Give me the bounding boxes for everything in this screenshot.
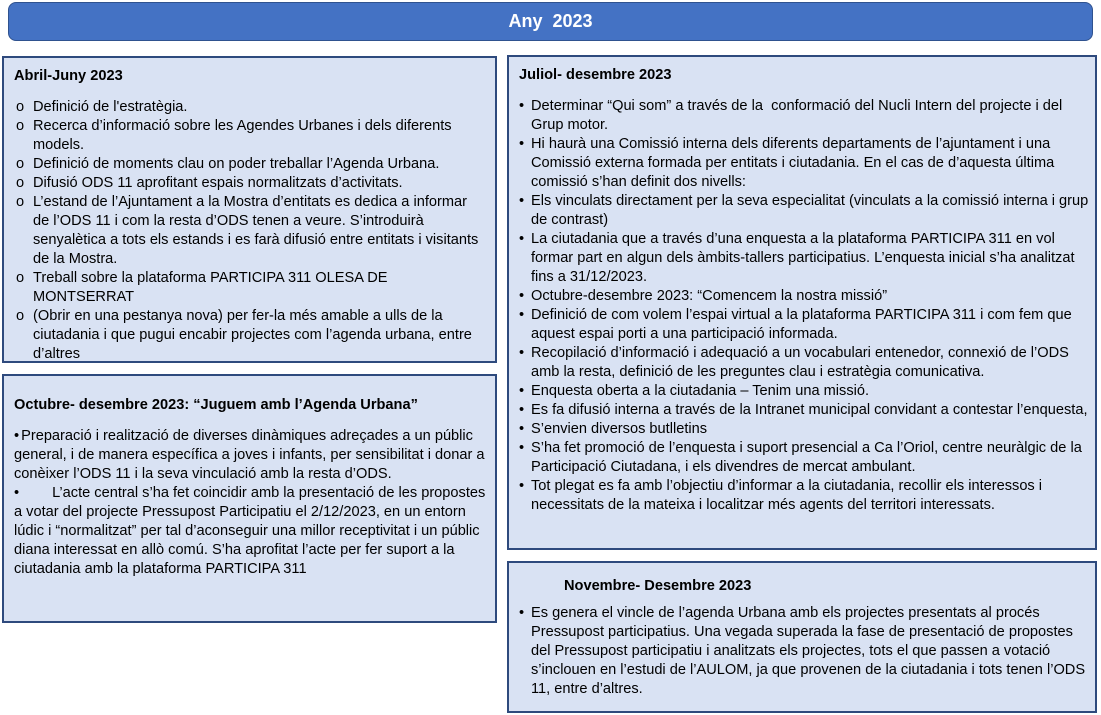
- bullet-marker-icon: •: [519, 193, 525, 209]
- bullet-text: Determinar “Qui som” a través de la conformació del Nucli Intern del projecte i del Grup motor.: [531, 98, 1067, 133]
- bullet-marker-icon: •: [519, 440, 525, 456]
- list-item: [519, 344, 1089, 382]
- list-item: [519, 135, 1089, 192]
- list-item: [519, 401, 1089, 420]
- bullet-text: La ciutadania que a través d’una enquesta a la plataforma PARTICIPA 311 en vol formar part en algun dels àmbits-tallers participatius. L’enquesta inicial s’ha analitzat fins a 31/12/2023.: [531, 231, 1079, 285]
- bullet-marker-icon: •: [519, 345, 525, 361]
- bullet-text: Treball sobre la plataforma PARTICIPA 311 OLESA DE MONTSERRAT: [33, 270, 392, 305]
- bullet-marker-icon: •: [519, 383, 525, 399]
- bullet-text: Hi haurà una Comissió interna dels diferents departaments de l’ajuntament i una Comissió externa formada per entitats i ciutadania. En el cas de d’aquesta última comissió s’han definit dos nivells:: [531, 136, 1059, 190]
- list-item: [14, 117, 487, 155]
- bullet-text: Els vinculats directament per la seva especialitat (vinculats a la comissió interna i grup de contrast): [531, 193, 1093, 228]
- list-item: [14, 155, 487, 174]
- bullet-text: Definició de l'estratègia.: [33, 99, 188, 115]
- panel-octubre-desembre-list: [4, 415, 495, 579]
- bullet-marker-icon: o: [16, 156, 25, 172]
- panel-novembre-desembre-list: [509, 596, 1095, 699]
- bullet-marker-icon: o: [16, 308, 25, 324]
- bullet-text: Octubre-desembre 2023: “Comencem la nostra missió”: [531, 288, 888, 304]
- bullet-marker-icon: •: [519, 231, 525, 247]
- bullet-text: Difusió ODS 11 aprofitant espais normalitzats d’activitats.: [33, 175, 403, 191]
- list-item: [519, 382, 1089, 401]
- list-item: [519, 230, 1089, 287]
- bullet-text: Definició de com volem l’espai virtual a la plataforma PARTICIPA 311 i com fem que aquest espai porti a una participació informada.: [531, 307, 1076, 342]
- panel-abril-juny-title: Abril-Juny 2023: [14, 68, 123, 84]
- bullet-marker-icon: •: [14, 428, 20, 444]
- list-item: [14, 269, 487, 307]
- bullet-marker-icon: •: [519, 605, 525, 621]
- list-item: [14, 484, 490, 579]
- bullet-text: S’ha fet promoció de l’enquesta i suport presencial a Ca l’Oriol, centre neuràlgic de la Participació Ciutadana, i els divendres de mercat ambulant.: [531, 440, 1086, 475]
- list-item: [519, 306, 1089, 344]
- list-item: [519, 477, 1089, 515]
- panel-octubre-desembre-title: Octubre- desembre 2023: “Juguem amb l’Agenda Urbana”: [14, 397, 418, 413]
- bullet-text: Recerca d’informació sobre les Agendes Urbanes i dels diferents models.: [33, 118, 456, 153]
- panel-juliol-desembre-title: Juliol- desembre 2023: [519, 67, 672, 83]
- bullet-text: Recopilació d’informació i adequació a un vocabulari entenedor, connexió de l’ODS amb la resta, definició de les preguntes clau i estratègia comunicativa.: [531, 345, 1073, 380]
- bullet-marker-icon: •: [519, 307, 525, 323]
- bullet-marker-icon: o: [16, 99, 25, 115]
- bullet-marker-icon: o: [16, 194, 25, 210]
- bullet-text: Definició de moments clau on poder treballar l’Agenda Urbana.: [33, 156, 440, 172]
- panel-abril-juny-list: [4, 86, 495, 364]
- panel-novembre-desembre: [507, 561, 1097, 713]
- bullet-text: Es fa difusió interna a través de la Intranet municipal convidant a contestar l’enquesta,: [531, 402, 1088, 418]
- bullet-text: Enquesta oberta a la ciutadania – Tenim una missió.: [531, 383, 870, 399]
- bullet-marker-icon: •: [519, 478, 525, 494]
- list-item: [14, 174, 487, 193]
- list-item: [519, 439, 1089, 477]
- list-item: [14, 98, 487, 117]
- panel-abril-juny: [2, 56, 497, 363]
- panel-juliol-desembre-list: [509, 85, 1095, 515]
- bullet-text: Preparació i realització de diverses dinàmiques adreçades a un públic general, i de manera específica a joves i infants, per sensibilitat i donar a conèixer l’ODS 11 i la seva vinculació amb la resta d’ODS.: [14, 428, 489, 482]
- list-item: [519, 97, 1089, 135]
- panel-juliol-desembre: [507, 55, 1097, 550]
- bullet-marker-icon: •: [14, 485, 20, 501]
- bullet-text: Es genera el vincle de l’agenda Urbana amb els projectes presentats al procés Pressupost participatius. Una vegada superada la fase de presentació de propostes del Pressupost participatiu i analitzats els projectes, tots el que passen a votació s’inclouen en l’estudi de l’AULOM, ja que provenen de la ciutadania i tots tenen l’ODS 11, entre d’altres.: [531, 605, 1090, 697]
- bullet-text: S’envien diversos butlletins: [531, 421, 708, 437]
- panel-novembre-desembre-title: Novembre- Desembre 2023: [564, 578, 752, 594]
- year-header-bar: [8, 2, 1093, 41]
- bullet-marker-icon: o: [16, 175, 25, 191]
- list-item: [519, 287, 1089, 306]
- list-item: [14, 307, 487, 364]
- bullet-marker-icon: •: [519, 136, 525, 152]
- bullet-marker-icon: •: [519, 421, 525, 437]
- bullet-text: L’acte central s’ha fet coincidir amb la presentació de les propostes a votar del projecte Pressupost Participatiu el 2/12/2023, en un entorn lúdic i “normalitzat” per tal d’aconseguir una millor receptivitat i un públic diana interessat en allò comú. S’ha aprofitat l’acte per fer suport a la ciutadania amb la plataforma PARTICIPA 311: [14, 485, 490, 577]
- list-item: [519, 420, 1089, 439]
- panel-octubre-desembre: [2, 374, 497, 623]
- bullet-marker-icon: •: [519, 402, 525, 418]
- bullet-marker-icon: •: [519, 98, 525, 114]
- list-item: [14, 427, 487, 484]
- year-header-title: Any 2023: [508, 11, 593, 31]
- bullet-text: (Obrir en una pestanya nova) per fer-la més amable a ulls de la ciutadania i que pugui encabir projectes com l’agenda urbana, entre d’altres: [33, 308, 476, 362]
- bullet-marker-icon: o: [16, 118, 25, 134]
- bullet-text: Tot plegat es fa amb l’objectiu d’informar a la ciutadania, recollir els interessos i necessitats de la mateixa i localitzar més agents del territori interessats.: [531, 478, 1047, 513]
- list-item: [14, 193, 487, 269]
- list-item: [519, 604, 1089, 699]
- bullet-text: L’estand de l’Ajuntament a la Mostra d’entitats es dedica a informar de l’ODS 11 i com la resta d’ODS tenen a veure. S’introduirà senyalètica a tots els estands i es farà difusió entre entitats i visitants de la Mostra.: [33, 194, 483, 267]
- bullet-marker-icon: o: [16, 270, 25, 286]
- list-item: [519, 192, 1093, 230]
- bullet-marker-icon: •: [519, 288, 525, 304]
